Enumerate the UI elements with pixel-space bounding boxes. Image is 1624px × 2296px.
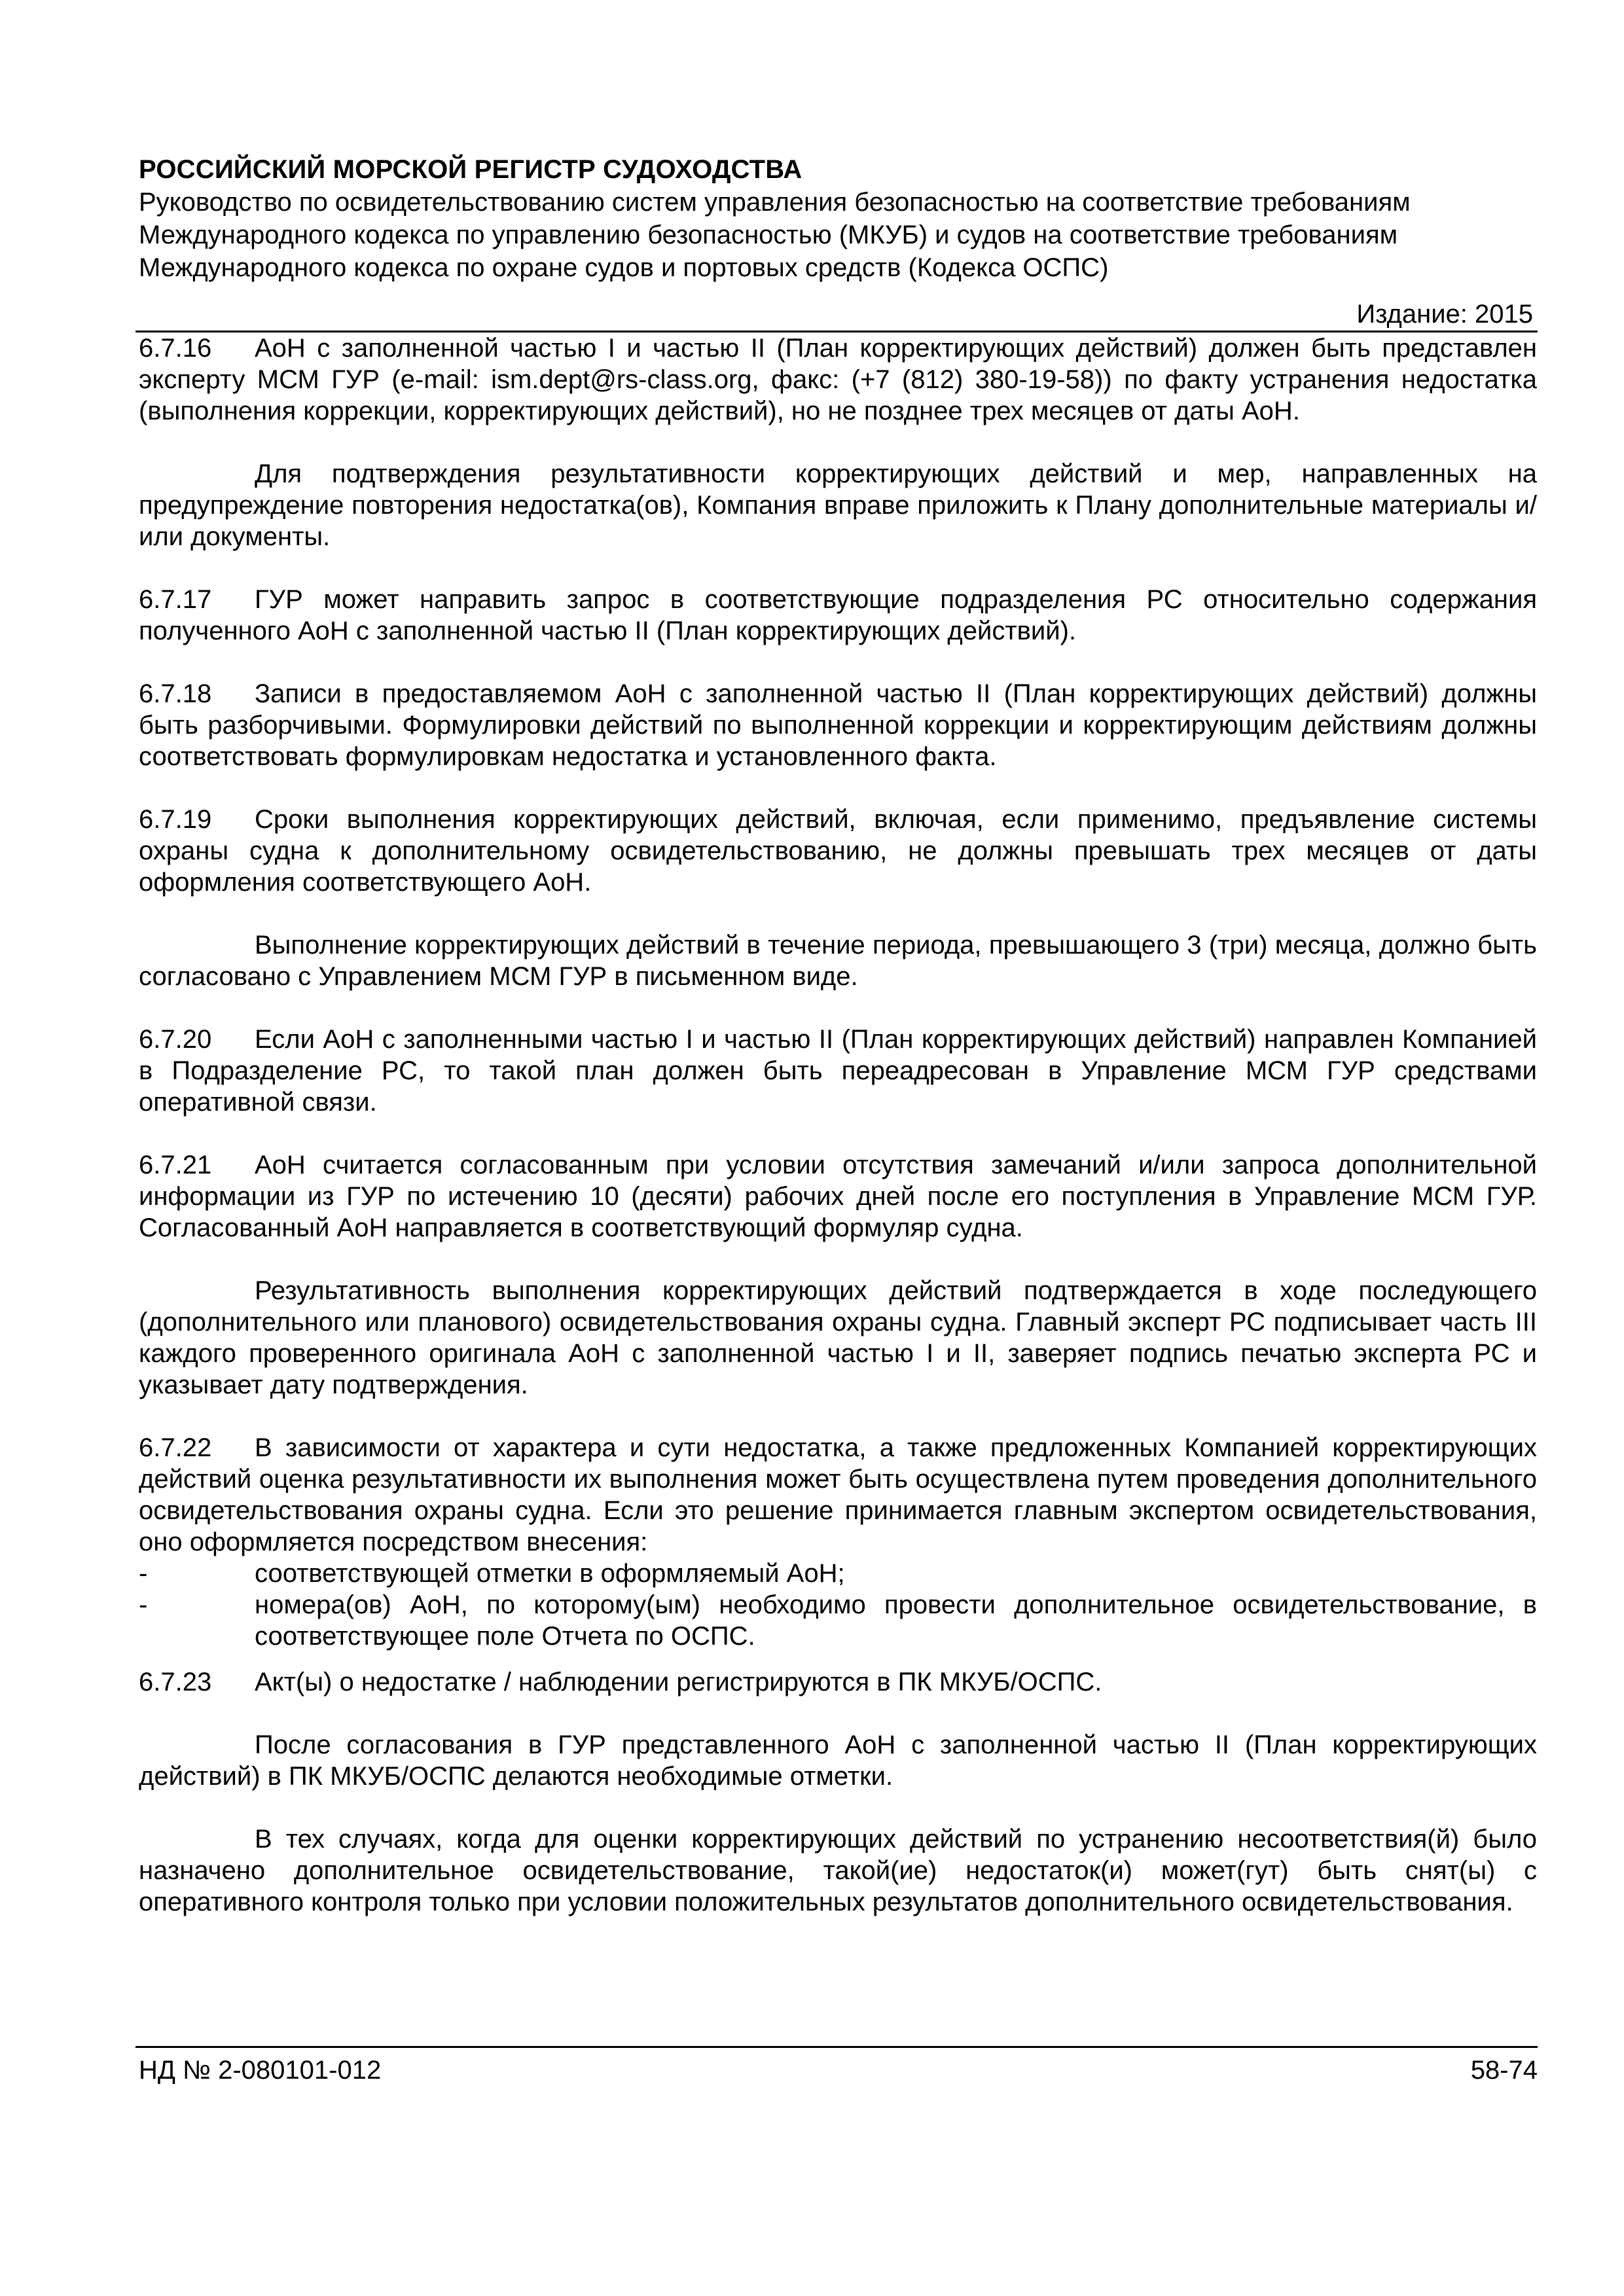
document-body <box>139 332 1537 1918</box>
section-number: 6.7.18 <box>139 679 212 708</box>
section-number: 6.7.19 <box>139 805 212 834</box>
section-6-7-21 <box>139 1149 1537 1244</box>
section-text: Записи в предоставляемом АоН с заполненной частью II (План корректирующих действий) должны быть разборчивыми. Формулировки действий по выполненной коррекции и корректирующим действиям должны соответствовать формулировкам недостатка и установленного факта. <box>139 679 1537 771</box>
list-item <box>139 1589 1537 1652</box>
document-subtitle-line-1: Руководство по освидетельствованию систем управления безопасностью на соответствие требованиям <box>139 188 1411 217</box>
edition-label: Издание: 2015 <box>1356 300 1533 329</box>
section-number: 6.7.21 <box>139 1151 212 1179</box>
section-6-7-16 <box>139 332 1537 427</box>
section-6-7-19 <box>139 804 1537 898</box>
section-number: 6.7.16 <box>139 334 212 363</box>
section-number: 6.7.22 <box>139 1433 212 1462</box>
list-bullet: - <box>139 1590 148 1619</box>
section-6-7-23-paragraph-1: После согласования в ГУР представленного АоН с заполненной частью II (План корректирующих действий) в ПК МКУБ/ОСПС делаются необходимые отметки. <box>139 1731 1537 1791</box>
section-6-7-23 <box>139 1666 1537 1698</box>
section-6-7-17 <box>139 584 1537 647</box>
section-6-7-18 <box>139 678 1537 772</box>
footer-divider <box>135 2046 1538 2048</box>
section-6-7-23-paragraph-2: В тех случаях, когда для оценки корректирующих действий по устранению несоответствия(й) было назначено дополнительное освидетельствование, такой(ие) недостаток(и) может(гут) быть снят(ы) с оперативного контроля только при условии положительных результатов дополнительного освидетельствования. <box>139 1825 1537 1916</box>
organization-name: РОССИЙСКИЙ МОРСКОЙ РЕГИСТР СУДОХОДСТВА <box>139 155 803 184</box>
section-text: Сроки выполнения корректирующих действий, включая, если применимо, предъявление системы охраны судна к дополнительному освидетельствованию, не должны превышать трех месяцев от даты оформления соответствующего АоН. <box>139 805 1537 897</box>
section-6-7-22 <box>139 1432 1537 1558</box>
section-6-7-22-list <box>139 1558 1537 1652</box>
section-text: Если АоН с заполненными частью I и частью II (План корректирующих действий) направлен Компанией в Подразделение РС, то такой план должен быть переадресован в Управление МСМ ГУР средствами оперативной связи. <box>139 1025 1537 1117</box>
section-text: АоН считается согласованным при условии отсутствия замечаний и/или запроса дополнительной информации из ГУР по истечению 10 (десяти) рабочих дней после его поступления в Управление МСМ ГУР. Согласованный АоН направляется в соответствующий формуляр судна. <box>139 1151 1537 1242</box>
section-6-7-19-paragraph: Выполнение корректирующих действий в течение периода, превышающего 3 (три) месяца, должно быть согласовано с Управлением МСМ ГУР в письменном виде. <box>139 931 1537 991</box>
document-number: НД № 2-080101-012 <box>139 2056 382 2085</box>
section-text: В зависимости от характера и сути недостатка, а также предложенных Компанией корректирующих действий оценка результативности их выполнения может быть осуществлена путем проведения дополнительного освидетельствования охраны судна. Если это решение принимается главным экспертом освидетельствования, оно оформляется посредством внесения: <box>139 1433 1537 1556</box>
section-number: 6.7.17 <box>139 585 212 614</box>
section-text: ГУР может направить запрос в соответствующие подразделения РС относительно содержания полученного АоН с заполненной частью II (План корректирующих действий). <box>139 585 1537 645</box>
section-number: 6.7.20 <box>139 1025 212 1054</box>
list-item-text: номера(ов) АоН, по которому(ым) необходимо провести дополнительное освидетельствование, в соответствующее поле Отчета по ОСПС. <box>255 1590 1537 1651</box>
document-subtitle-line-2: Международного кодекса по управлению безопасностью (МКУБ) и судов на соответствие требованиям <box>139 221 1398 249</box>
list-item-text: соответствующей отметки в оформляемый АоН; <box>255 1559 845 1588</box>
section-6-7-16-paragraph: Для подтверждения результативности корректирующих действий и мер, направленных на предупреждение повторения недостатка(ов), Компания вправе приложить к Плану дополнительные материалы и/или документы. <box>139 459 1537 551</box>
document-header <box>139 153 1537 284</box>
list-item <box>139 1558 1537 1589</box>
list-bullet: - <box>139 1559 148 1588</box>
section-6-7-21-paragraph: Результативность выполнения корректирующих действий подтверждается в ходе последующего (дополнительного или планового) освидетельствования охраны судна. Главный эксперт РС подписывает часть III каждого проверенного оригинала АоН с заполненной частью I и II, заверяет подпись печатью эксперта РС и указывает дату подтверждения. <box>139 1276 1537 1399</box>
document-subtitle-line-3: Международного кодекса по охране судов и портовых средств (Кодекса ОСПС) <box>139 253 1109 282</box>
section-text: Акт(ы) о недостатке / наблюдении регистрируются в ПК МКУБ/ОСПС. <box>255 1668 1102 1696</box>
page-number: 58-74 <box>1470 2056 1538 2085</box>
section-number: 6.7.23 <box>139 1668 212 1696</box>
section-text: АоН с заполненной частью I и частью II (План корректирующих действий) должен быть представлен эксперту МСМ ГУР (e-mail: ism.dept@rs-class.org, факс: (+7 (812) 380-19-58)) по факту устранения недостатка (выполнения коррекции, корректирующих действий), но не позднее трех месяцев от даты АоН. <box>139 334 1537 425</box>
section-6-7-20 <box>139 1024 1537 1118</box>
